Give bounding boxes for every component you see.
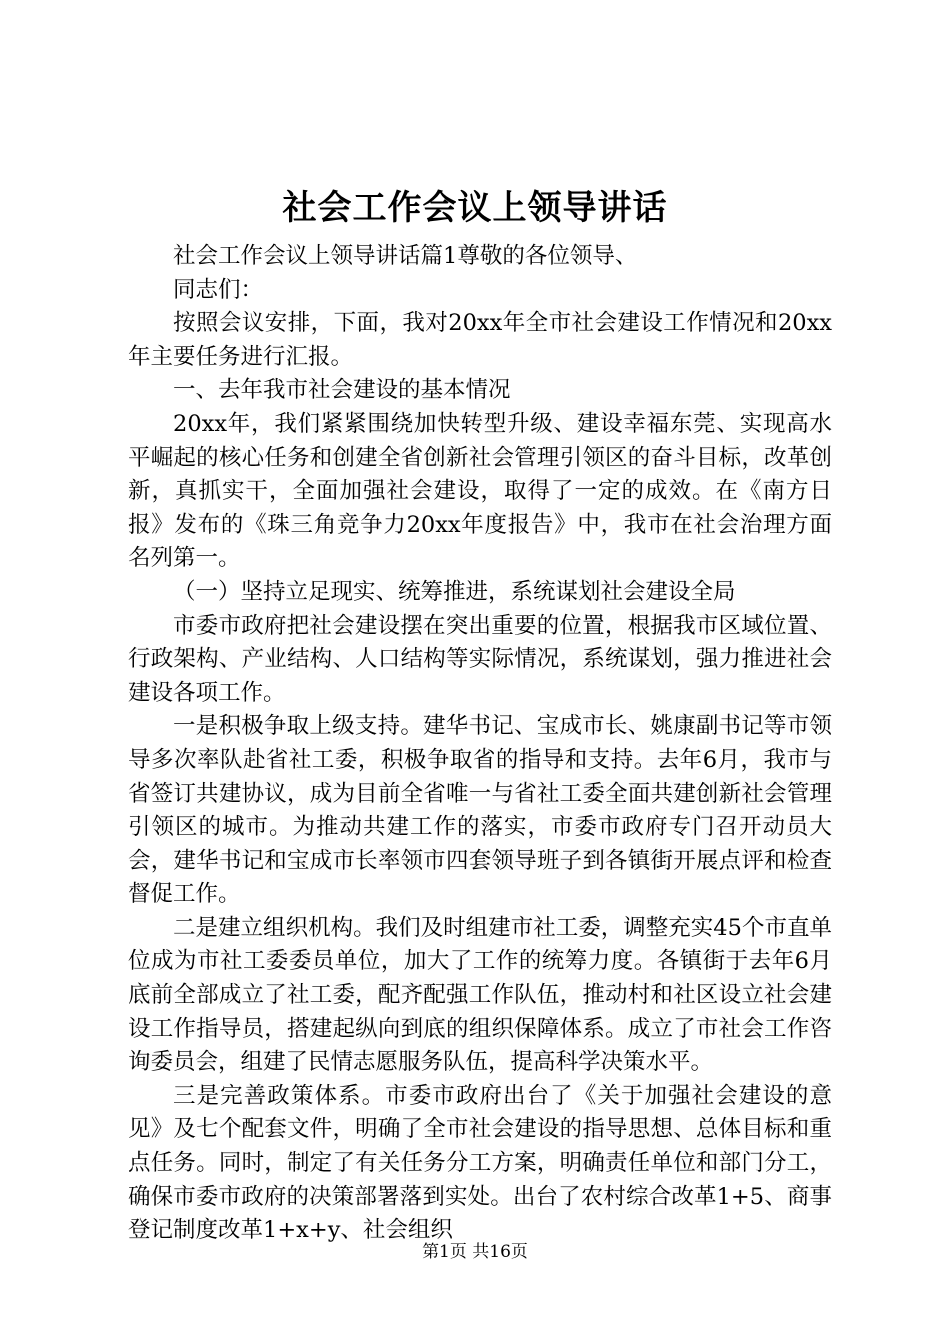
- document-title: 社会工作会议上领导讲话: [282, 188, 668, 228]
- page-footer: 第1页 共16页: [422, 1242, 528, 1262]
- subsection-heading-1: （一）坚持立足现实、统筹推进，系统谋划社会建设全局: [173, 578, 736, 605]
- paragraph-6: 一是积极争取上级支持。建华书记、宝成市长、姚康副书记等市领导多次率队赴省社工委，积极争取省的指导和支持。去年6月，我市与省签订共建协议，成为目前全省唯一与省社工委全面共建创新社会管理引领区的城市。为推动共建工作的落实，市委市政府专门召开动员大会，建华书记和宝成市长率领市四套领导班子到各镇街开展点评和检查督促工作。: [128, 713, 832, 908]
- paragraph-8: 三是完善政策体系。市委市政府出台了《关于加强社会建设的意见》及七个配套文件，明确了全市社会建设的指导思想、总体目标和重点任务。同时，制定了有关任务分工方案，明确责任单位和部门分工，确保市委市政府的决策部署落到实处。出台了农村综合改革1+5、商事登记制度改革1+x+y、社会组织: [128, 1082, 832, 1244]
- paragraph-7: 二是建立组织机构。我们及时组建市社工委，调整充实45个市直单位成为市社工委委员单位，加大了工作的统筹力度。各镇街于去年6月底前全部成立了社工委，配齐配强工作队伍，推动村和社区设立社会建设工作指导员，搭建起纵向到底的组织保障体系。成立了市社会工作咨询委员会，组建了民情志愿服务队伍，提高科学决策水平。: [128, 914, 832, 1076]
- paragraph-3: 按照会议安排，下面，我对20xx年全市社会建设工作情况和20xx年主要任务进行汇报。: [128, 310, 832, 370]
- paragraph-5: 市委市政府把社会建设摆在突出重要的位置，根据我市区域位置、行政架构、产业结构、人口结构等实际情况，系统谋划，强力推进社会建设各项工作。: [128, 612, 832, 706]
- paragraph-2: 同志们：: [173, 276, 264, 303]
- section-heading-1: 一、去年我市社会建设的基本情况: [173, 377, 511, 404]
- paragraph-1: 社会工作会议上领导讲话篇1尊敬的各位领导、: [173, 243, 638, 269]
- document-body: [128, 240, 832, 1248]
- paragraph-4: 20xx年，我们紧紧围绕加快转型升级、建设幸福东莞、实现高水平崛起的核心任务和创建全省创新社会管理引领区的奋斗目标，改革创新，真抓实干，全面加强社会建设，取得了一定的成效。在《南方日报》发布的《珠三角竞争力20xx年度报告》中，我市在社会治理方面名列第一。: [128, 410, 832, 572]
